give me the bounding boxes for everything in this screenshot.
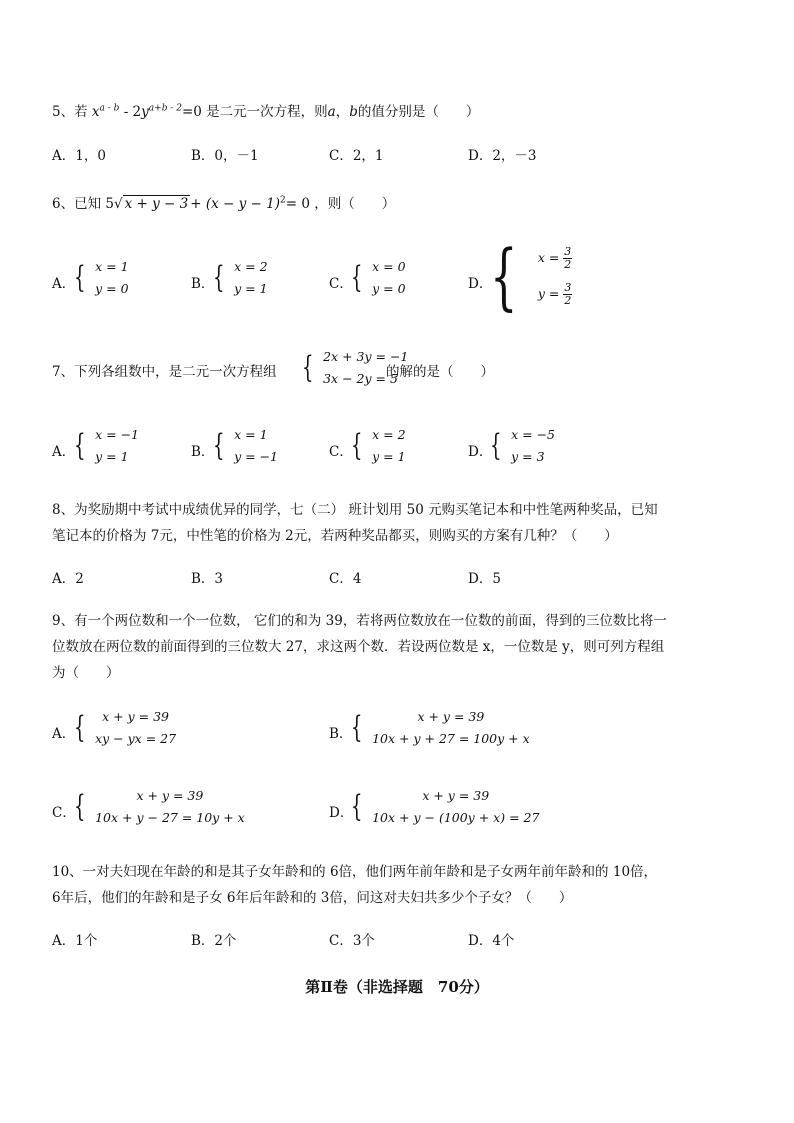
q8-stem-line1: 8、为奖励期中考试中成绩优异的同学，七（二） 班计划用 50 元购买笔记本和中性笔两种奖品，已知	[52, 502, 658, 518]
q6-d-row2	[538, 276, 573, 312]
q9-label-b[interactable]: B．	[329, 726, 353, 742]
q7-stem-prefix: 7、下列各组数中，是二元一次方程组	[52, 364, 277, 380]
q10-stem-line2: 6年后，他们的年龄和是子女 6年后年龄和的 3倍，问这对夫妇共多少个子女？（ ）	[52, 890, 573, 906]
q5-option-d[interactable]: D．2，－3	[468, 148, 537, 164]
q6-d-frac2	[563, 282, 572, 307]
q7-a-row2: y = 1	[95, 449, 129, 464]
q5-exp1: a - b	[99, 103, 120, 114]
q5-option-b[interactable]: B．0，－1	[191, 148, 259, 164]
q6-d-frac1	[563, 246, 572, 271]
q7-label-c[interactable]: C．	[329, 444, 353, 460]
q7-c-row2: y = 1	[372, 449, 406, 464]
q7-b-row2: y = −1	[234, 449, 279, 464]
q9-stem-line3: 为（ ）	[52, 665, 120, 681]
q10-option-d[interactable]: D．4个	[468, 933, 515, 949]
q7-b-row1: x = 1	[234, 427, 268, 442]
q9-d-row1: x + y = 39	[422, 788, 490, 803]
brace-icon: {	[351, 428, 363, 463]
q7-d-row1: x = −5	[511, 427, 555, 442]
brace-icon: {	[351, 710, 363, 745]
q9-c-row2: 10x + y − 27 = 10y + x	[95, 810, 245, 825]
q5-number: 5、若	[52, 104, 88, 120]
q8-option-c[interactable]: C．4	[329, 571, 362, 587]
q5-var-a: a	[327, 104, 336, 120]
q6-coef: 5	[105, 196, 114, 212]
q9-label-c[interactable]: C．	[52, 805, 76, 821]
q6-d-x: x =	[537, 250, 560, 265]
q5-comma: ，	[335, 104, 350, 120]
q7-label-b[interactable]: B．	[191, 444, 215, 460]
q6-option-d-system[interactable]	[490, 234, 572, 318]
q5-mid: - 2	[119, 104, 142, 120]
q6-d-y: y =	[537, 286, 560, 301]
q6-d-num2: 3	[564, 281, 572, 294]
q5-eq-end: =0	[181, 104, 202, 120]
q6-expression: 5√ $x + y - 3 + (x - y - 1)^2= 0$	[105, 195, 310, 212]
q7-option-c-system[interactable]	[351, 424, 406, 468]
brace-icon: {	[74, 428, 86, 463]
q6-d-num1: 3	[564, 245, 572, 258]
q6-label-b[interactable]: B．	[191, 276, 215, 292]
q5-y: y	[141, 104, 149, 120]
q9-label-d[interactable]: D．	[329, 805, 354, 821]
brace-icon: {	[74, 710, 86, 745]
q6-tail: ，则（ ）	[314, 196, 396, 212]
q6-d-den2: 2	[564, 294, 572, 307]
q5-equation	[92, 104, 206, 120]
q10-option-a[interactable]: A．1个	[52, 933, 98, 949]
q7-option-b-system[interactable]	[213, 424, 278, 468]
q5-option-c[interactable]: C．2，1	[329, 148, 384, 164]
q8-option-b[interactable]: B．3	[191, 571, 224, 587]
q9-option-c-system[interactable]	[74, 785, 245, 829]
q7-sys-row1: 2x + 3y = −1	[323, 349, 409, 364]
q6-label-d[interactable]: D．	[468, 276, 493, 292]
q8-option-a[interactable]: A．2	[52, 571, 84, 587]
q9-option-a-system[interactable]	[74, 706, 176, 750]
q5-text: 是二元一次方程，则	[206, 104, 328, 120]
brace-icon: {	[351, 789, 363, 824]
q6-option-b-system[interactable]	[213, 256, 268, 300]
q9-d-row2: 10x + y − (100y + x) = 27	[372, 810, 540, 825]
q7-sys-row2: 3x − 2y = 5	[323, 371, 398, 386]
q7-label-a[interactable]: A．	[52, 444, 76, 460]
q6-rest: + (x − y − 1)	[190, 196, 280, 212]
q9-label-a[interactable]: A．	[52, 726, 76, 742]
q5-option-a[interactable]: A．1，0	[52, 148, 106, 164]
q6-option-a-system[interactable]	[74, 256, 129, 300]
q9-stem-line1: 9、有一个两位数和一个一位数， 它们的和为 39，若将两位数放在一位数的前面，得到的三位数比将一	[52, 613, 667, 629]
q7-d-row2: y = 3	[511, 449, 545, 464]
q5-x: x	[91, 104, 100, 120]
q7-c-row1: x = 2	[372, 427, 406, 442]
q6-option-c-system[interactable]	[351, 256, 406, 300]
q9-option-d-system[interactable]	[351, 785, 539, 829]
q9-stem-line2: 位数放在两位数的前面得到的三位数大 27，求这两个数．若设两位数是 x，一位数是 y，则可列方程组	[52, 639, 665, 655]
q6-c-row1: x = 0	[372, 259, 406, 274]
q6-c-row2: y = 0	[372, 281, 406, 296]
brace-icon: {	[213, 428, 225, 463]
q9-a-row1: x + y = 39	[102, 709, 170, 724]
q7-stem-tail: 的解的是（ ）	[386, 364, 494, 380]
q6-a-row1: x = 1	[95, 259, 129, 274]
brace-icon: {	[302, 350, 314, 385]
q10-option-b[interactable]: B．2个	[191, 933, 237, 949]
q8-stem-line2: 笔记本的价格为 7元，中性笔的价格为 2元，若两种奖品都买，则购买的方案有几种？（ ）	[52, 528, 618, 544]
q5-var-b: b	[349, 104, 358, 120]
q6-number: 6、已知	[52, 196, 102, 212]
q6-b-row1: x = 2	[234, 259, 268, 274]
q9-c-row1: x + y = 39	[136, 788, 204, 803]
q6-label-c[interactable]: C．	[329, 276, 353, 292]
q9-b-row2: 10x + y + 27 = 100y + x	[372, 731, 530, 746]
section-title: 第Ⅱ卷（非选择题 70分）	[305, 978, 489, 996]
q7-label-d[interactable]: D．	[468, 444, 493, 460]
brace-icon: {	[213, 260, 225, 295]
q7-option-d-system[interactable]	[490, 424, 555, 468]
q8-option-d[interactable]: D．5	[468, 571, 501, 587]
q6-eq-end: = 0	[285, 196, 310, 212]
q9-a-row2: xy − yx = 27	[95, 731, 177, 746]
brace-icon: {	[74, 260, 86, 295]
q9-option-b-system[interactable]	[351, 706, 530, 750]
q6-stem	[52, 192, 395, 212]
q6-b-row2: y = 1	[234, 281, 268, 296]
q6-d-den1: 2	[564, 258, 572, 271]
brace-icon: {	[351, 260, 363, 295]
q6-square: 2	[279, 195, 286, 206]
q6-sqrt: x + y − 3	[124, 196, 189, 212]
q7-a-row1: x = −1	[95, 427, 139, 442]
brace-icon: {	[490, 234, 518, 318]
q5-exp2: a+b - 2	[148, 103, 182, 114]
q5-stem	[52, 100, 479, 120]
q6-label-a[interactable]: A．	[52, 276, 76, 292]
q7-option-a-system[interactable]	[74, 424, 139, 468]
q10-option-c[interactable]: C．3个	[329, 933, 375, 949]
q9-b-row1: x + y = 39	[417, 709, 485, 724]
q6-d-row1	[538, 240, 573, 276]
brace-icon: {	[74, 789, 86, 824]
q5-tail: 的值分别是（ ）	[357, 104, 480, 120]
q10-stem-line1: 10、一对夫妇现在年龄的和是其子女年龄和的 6倍，他们两年前年龄和是子女两年前年龄和的 10倍，	[52, 864, 658, 880]
q6-a-row2: y = 0	[95, 281, 129, 296]
brace-icon: {	[490, 428, 502, 463]
